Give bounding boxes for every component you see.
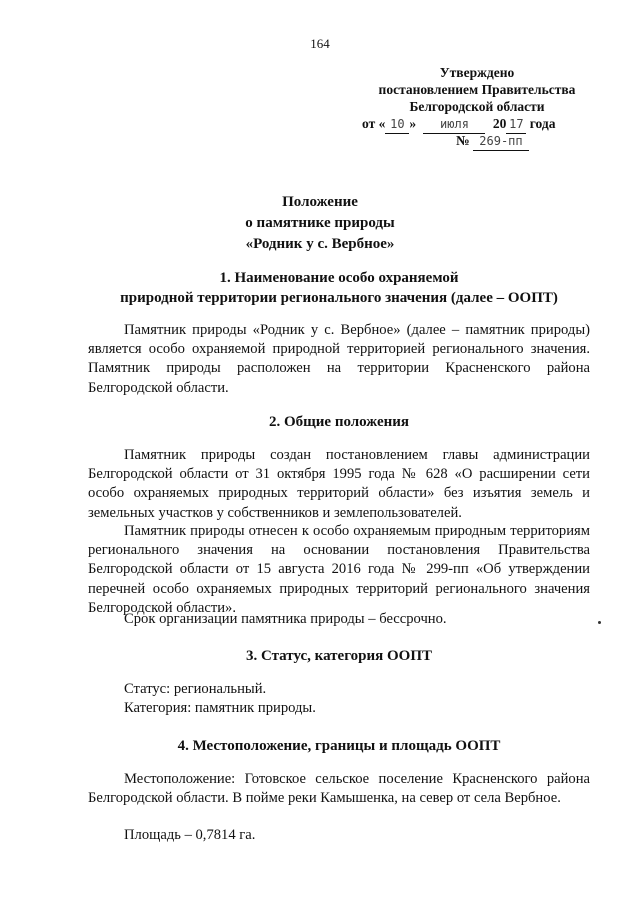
section-2-paragraph-1: Памятник природы создан постановлением главы администрации Белгородской области от 31 октября 1995 года № 628 «О расширении сети особо охраняемых природных территорий области» без изъятия земель и земельных участков у собственников и землепользователей. — [88, 447, 590, 521]
page-number: 164 — [310, 36, 330, 51]
document-title — [0, 192, 640, 255]
section-3-paragraph-2: Категория: памятник природы. — [124, 700, 316, 716]
section-1-heading — [88, 268, 590, 308]
section-3-heading: 3. Статус, категория ООПТ — [245, 648, 432, 664]
handwritten-month: июля — [423, 116, 485, 134]
date-prefix: от « — [362, 116, 386, 131]
approval-number-line — [456, 132, 576, 151]
handwritten-year: 17 — [506, 116, 526, 134]
section-4-heading: 4. Местоположение, границы и площадь ООПТ — [177, 738, 501, 754]
section-2-paragraph-2: Памятник природы отнесен к особо охраняемым природным территориям регионального значения на основании постановления Правительства Белгородской области от 15 августа 2016 года № 299-пп «Об утверждении перечней особо охраняемых природных территорий регионального значения Белгородской области». — [88, 523, 590, 616]
number-prefix: № — [456, 133, 470, 148]
title-line-1: Положение — [282, 194, 358, 210]
year-prefix: 20 — [492, 116, 507, 131]
approval-line-3: Белгородской области — [409, 99, 545, 114]
approval-line-2: постановлением Правительства — [378, 82, 576, 97]
section-1-heading-line-2: природной территории регионального значения (далее – ООПТ) — [120, 290, 558, 306]
section-1-heading-line-1: 1. Наименование особо охраняемой — [219, 270, 459, 286]
date-mid: » — [409, 116, 417, 131]
section-1-paragraph: Памятник природы «Родник у с. Вербное» (далее – памятник природы) является особо охраняемой природной территорией регионального значения. Памятник природы расположен на территории Красненского района Белгородской области. — [88, 322, 590, 396]
approval-block — [352, 64, 602, 148]
section-2-paragraph-3: Срок организации памятника природы – бессрочно. — [124, 611, 447, 627]
title-line-3: «Родник у с. Вербное» — [245, 236, 395, 252]
date-suffix: года — [529, 116, 556, 131]
scan-speck — [598, 621, 601, 624]
handwritten-day: 10 — [385, 116, 409, 134]
approval-line-1: Утверждено — [439, 65, 515, 80]
section-4-paragraph-2: Площадь – 0,7814 га. — [124, 827, 256, 843]
section-4-paragraph-1: Местоположение: Готовское сельское поселение Красненского района Белгородской области. В пойме реки Камышенка, на север от села Вербное. — [88, 771, 590, 807]
title-line-2: о памятнике природы — [245, 215, 395, 231]
section-3-paragraph-1: Статус: региональный. — [124, 681, 267, 697]
section-2-heading: 2. Общие положения — [268, 414, 410, 430]
handwritten-number: 269-пп — [473, 133, 529, 151]
